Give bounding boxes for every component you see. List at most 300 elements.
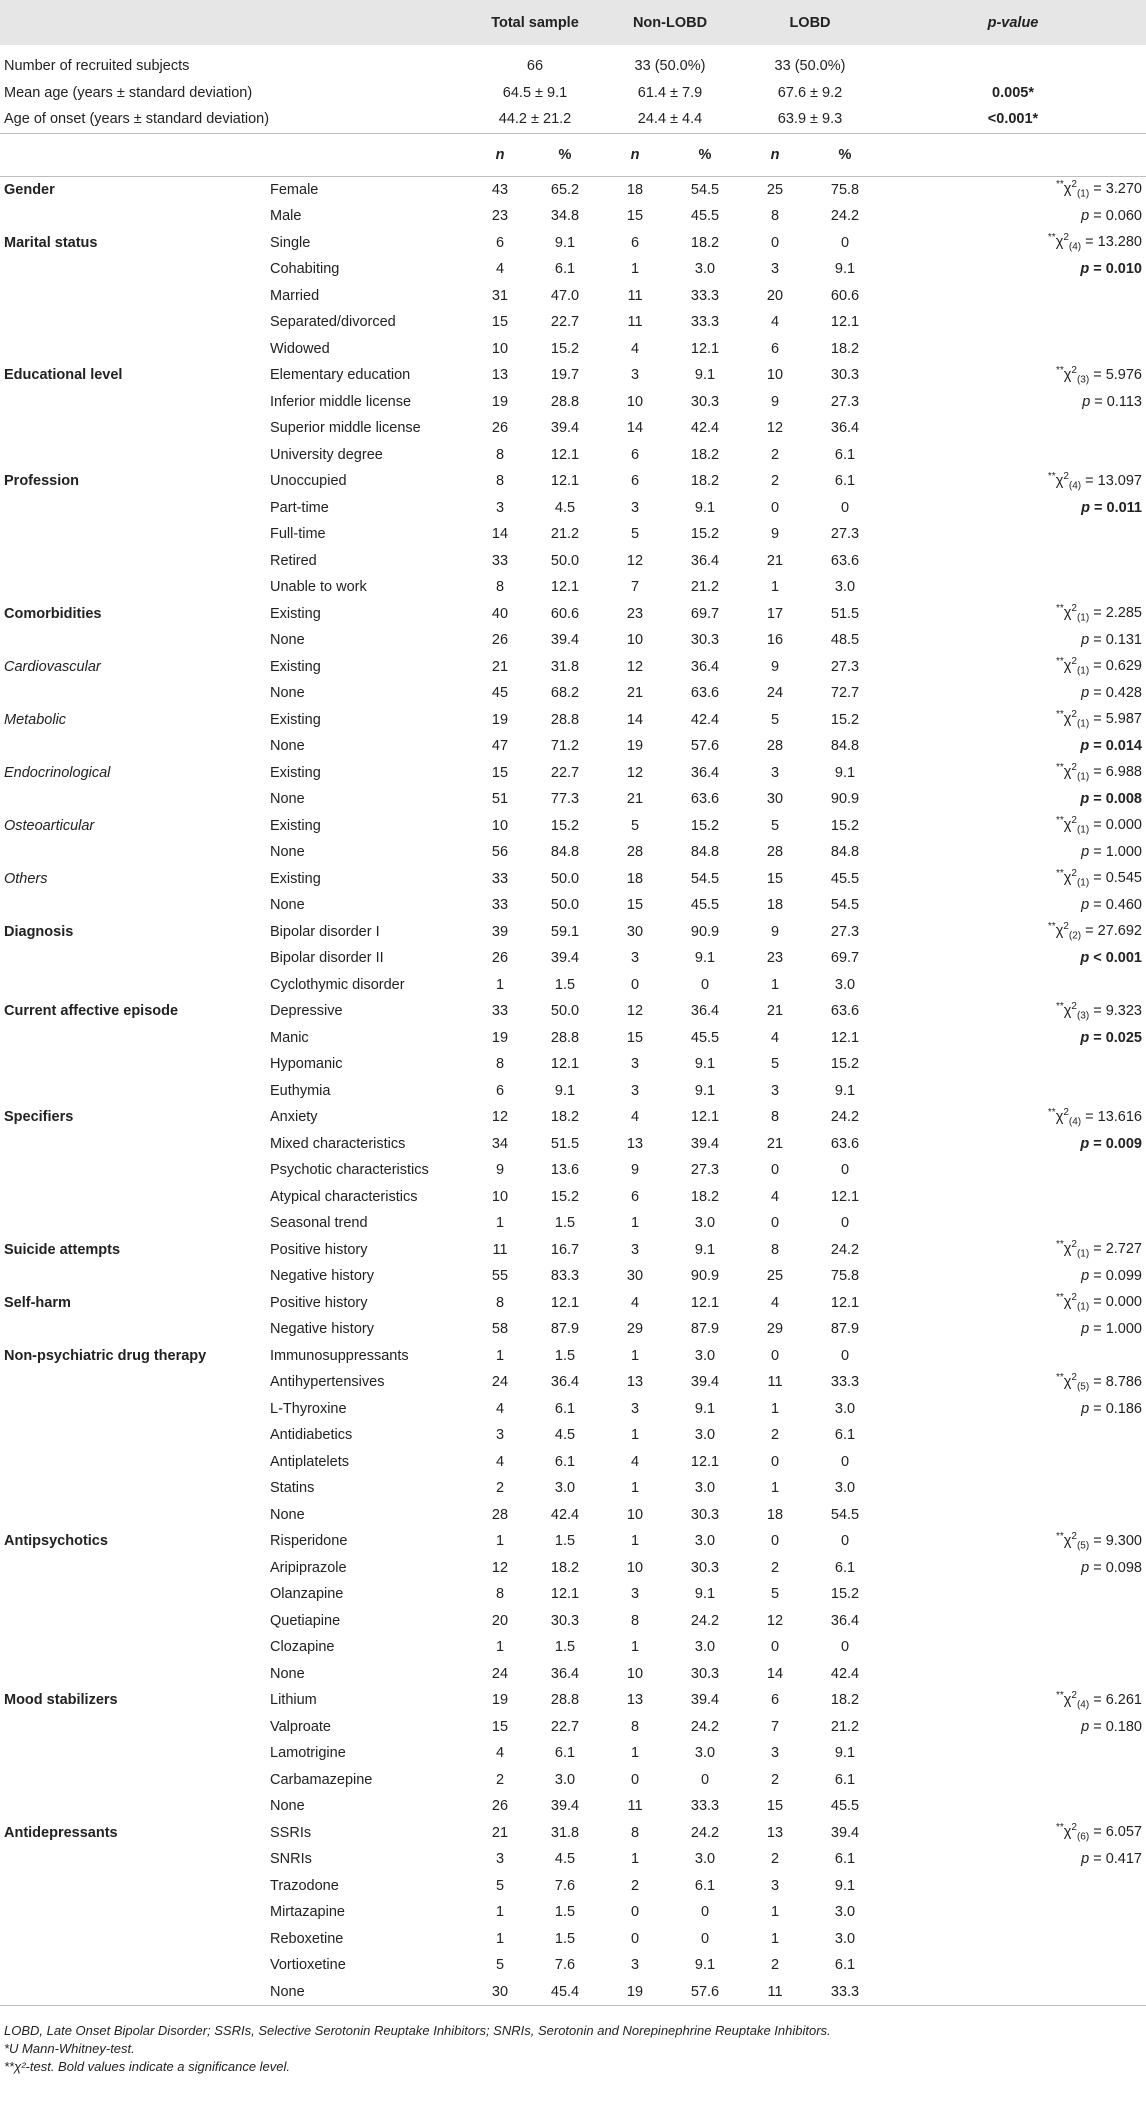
table-row (0, 256, 1146, 283)
cell-lobd-n: 1 (770, 1480, 780, 1497)
summary-lobd: 63.9 ± 9.3 (777, 111, 843, 128)
row-p-value (880, 415, 1146, 442)
cell-lobd-pct: 3.0 (834, 1400, 856, 1417)
row-p-value (880, 1343, 1146, 1370)
cell-non-lobd-n: 13 (626, 1692, 644, 1709)
cell-lobd-pct: 12.1 (830, 1294, 860, 1311)
row-category (0, 1396, 270, 1423)
row-p-value: $^{**}\chi^2_{(1)} = 0.545$ (1055, 868, 1142, 890)
cell-lobd-n: 2 (770, 1851, 780, 1868)
cell-non-lobd-pct: 63.6 (690, 685, 720, 702)
cell-non-lobd-pct: 18.2 (690, 473, 720, 490)
cell-lobd-pct: 33.3 (830, 1374, 860, 1391)
cell-lobd-n: 0 (770, 1215, 780, 1232)
cell-lobd-n: 18 (766, 1506, 784, 1523)
row-p-value: $^{**}\chi^2_{(1)} = 3.270$ (880, 176, 1146, 203)
cell-non-lobd-pct: 42.4 (690, 711, 720, 728)
cell-total-pct: 28.8 (550, 1692, 580, 1709)
row-p-value: p = 0.025 (1080, 1029, 1142, 1046)
cell-lobd-n: 5 (770, 1586, 780, 1603)
cell-total-n: 3 (495, 499, 505, 516)
table-row (0, 1157, 1146, 1184)
cell-total-pct: 18.2 (550, 1559, 580, 1576)
table-row (0, 230, 1146, 257)
row-p-value (880, 283, 1146, 310)
row-level: Cohabiting (270, 261, 340, 278)
cell-total-pct: 13.6 (550, 1162, 580, 1179)
row-level: Hypomanic (270, 1056, 343, 1073)
cell-lobd-pct: 0 (840, 234, 850, 251)
cell-non-lobd-pct: 3.0 (694, 1480, 716, 1497)
cell-total-pct: 50.0 (550, 1003, 580, 1020)
row-category: Comorbidities (4, 605, 102, 622)
row-category (0, 415, 270, 442)
cell-non-lobd-pct: 3.0 (694, 1427, 716, 1444)
row-category (0, 1661, 270, 1688)
cell-total-pct: 39.4 (550, 950, 580, 967)
row-p-value (880, 1078, 1146, 1105)
cell-lobd-pct: 51.5 (830, 605, 860, 622)
cell-non-lobd-n: 10 (626, 632, 644, 649)
cell-non-lobd-n: 19 (626, 738, 644, 755)
table-row (0, 1210, 1146, 1237)
table-row (0, 1608, 1146, 1635)
row-category (0, 442, 270, 469)
row-p-value: p = 0.417 (1081, 1851, 1142, 1868)
cell-lobd-n: 29 (766, 1321, 784, 1338)
cell-non-lobd-pct: 0 (700, 1930, 710, 1947)
cell-lobd-pct: 36.4 (830, 1612, 860, 1629)
row-level: Unable to work (270, 579, 367, 596)
cell-lobd-n: 28 (766, 844, 784, 861)
row-p-value (880, 1449, 1146, 1476)
cell-lobd-pct: 6.1 (834, 473, 856, 490)
row-level: Female (270, 176, 470, 203)
table-row (0, 1661, 1146, 1688)
cell-non-lobd-n: 3 (630, 1056, 640, 1073)
cell-total-n: 24 (491, 1374, 509, 1391)
table-row (0, 574, 1146, 601)
cell-non-lobd-pct: 3.0 (694, 1215, 716, 1232)
footnote-mann-whitney: *U Mann-Whitney-test. (4, 2041, 135, 2056)
cell-non-lobd-n: 13 (626, 1135, 644, 1152)
cell-non-lobd-pct: 15.2 (690, 817, 720, 834)
row-category (0, 256, 270, 283)
cell-total-n: 33 (491, 870, 509, 887)
row-category (0, 389, 270, 416)
table-row (0, 866, 1146, 893)
cell-non-lobd-n: 15 (626, 1029, 644, 1046)
cell-lobd-pct: 6.1 (834, 1427, 856, 1444)
cell-non-lobd-n: 7 (630, 579, 640, 596)
row-p-value: p = 0.098 (1081, 1559, 1142, 1576)
cell-total-n: 4 (495, 1453, 505, 1470)
cell-total-pct: 15.2 (550, 340, 580, 357)
row-p-value (880, 1899, 1146, 1926)
cell-total-n: 45 (491, 685, 509, 702)
cell-total-n: 15 (491, 314, 509, 331)
table-row (0, 176, 1146, 203)
row-p-value (880, 1634, 1146, 1661)
row-p-value: p = 0.060 (1081, 208, 1142, 225)
cell-lobd-pct: 27.3 (830, 923, 860, 940)
row-p-value (880, 1502, 1146, 1529)
cell-lobd-pct: 72.7 (830, 685, 860, 702)
row-level: Bipolar disorder II (270, 950, 384, 967)
row-p-value: $^{**}\chi^2_{(3)} = 5.976$ (1055, 364, 1142, 386)
cell-non-lobd-n: 3 (630, 1241, 640, 1258)
cell-total-pct: 21.2 (550, 526, 580, 543)
cell-non-lobd-pct: 18.2 (690, 446, 720, 463)
cell-non-lobd-pct: 24.2 (690, 1824, 720, 1841)
cell-lobd-pct: 3.0 (834, 1904, 856, 1921)
row-p-value (880, 1661, 1146, 1688)
cell-lobd-n: 10 (766, 367, 784, 384)
row-level: Antihypertensives (270, 1374, 385, 1391)
row-p-value (880, 1051, 1146, 1078)
cell-non-lobd-pct: 30.3 (690, 393, 720, 410)
cell-non-lobd-pct: 33.3 (690, 1798, 720, 1815)
table-row (0, 972, 1146, 999)
cell-total-n: 56 (491, 844, 509, 861)
row-p-value: $^{**}\chi^2_{(1)} = 0.629$ (1055, 656, 1142, 678)
cell-non-lobd-n: 14 (626, 711, 644, 728)
row-level: Aripiprazole (270, 1559, 347, 1576)
cell-total-pct: 84.8 (550, 844, 580, 861)
cell-total-n: 1 (495, 1639, 505, 1656)
table-row (0, 786, 1146, 813)
row-level: L-Thyroxine (270, 1400, 347, 1417)
table-row (0, 1899, 1146, 1926)
cell-total-n: 13 (491, 367, 509, 384)
cell-lobd-n: 3 (770, 764, 780, 781)
row-p-value (880, 1475, 1146, 1502)
row-category (0, 1581, 270, 1608)
data-section (0, 176, 1146, 2006)
cell-non-lobd-pct: 57.6 (670, 1979, 740, 2006)
cell-lobd-pct: 18.2 (830, 1692, 860, 1709)
cell-non-lobd-n: 0 (630, 1771, 640, 1788)
cell-lobd-pct: 0 (840, 499, 850, 516)
header-p-value: p-value (987, 14, 1039, 31)
cell-lobd-pct: 48.5 (830, 632, 860, 649)
row-category (0, 1793, 270, 1820)
cell-non-lobd-pct: 36.4 (690, 764, 720, 781)
cell-lobd-pct: 39.4 (830, 1824, 860, 1841)
cell-total-pct: 30.3 (550, 1612, 580, 1629)
cell-lobd-pct: 3.0 (834, 1930, 856, 1947)
row-p-value (880, 1157, 1146, 1184)
cell-non-lobd-pct: 3.0 (694, 261, 716, 278)
cell-non-lobd-n: 10 (626, 1559, 644, 1576)
cell-total-pct: 6.1 (554, 1745, 576, 1762)
cell-total-pct: 1.5 (554, 1930, 576, 1947)
row-p-value: $^{**}\chi^2_{(4)} = 6.261$ (1055, 1689, 1142, 1711)
row-level: None (270, 1979, 470, 2006)
cell-non-lobd-pct: 24.2 (690, 1612, 720, 1629)
table-row (0, 1528, 1146, 1555)
summary-non-lobd: 33 (50.0%) (634, 58, 706, 75)
cell-lobd-n: 18 (766, 897, 784, 914)
row-level: Full-time (270, 526, 326, 543)
cell-non-lobd-n: 12 (626, 552, 644, 569)
row-category (0, 1846, 270, 1873)
cell-total-pct: 83.3 (550, 1268, 580, 1285)
cell-lobd-pct: 87.9 (830, 1321, 860, 1338)
cell-total-pct: 9.1 (554, 234, 576, 251)
cell-lobd-n: 9 (770, 526, 780, 543)
row-p-value: $^{**}\chi^2_{(6)} = 6.057$ (1055, 1822, 1142, 1844)
cell-non-lobd-pct: 12.1 (690, 1453, 720, 1470)
table-row (0, 495, 1146, 522)
cell-non-lobd-n: 28 (626, 844, 644, 861)
row-level: Mirtazapine (270, 1904, 345, 1921)
subheader-pct: % (810, 133, 880, 176)
row-p-value (880, 521, 1146, 548)
cell-non-lobd-pct: 36.4 (690, 552, 720, 569)
cell-non-lobd-n: 0 (630, 1930, 640, 1947)
summary-total: 44.2 ± 21.2 (498, 111, 572, 128)
row-level: Lamotrigine (270, 1745, 346, 1762)
cell-lobd-n: 24 (766, 685, 784, 702)
cell-total-n: 6 (495, 1082, 505, 1099)
table-row (0, 1396, 1146, 1423)
cell-lobd-pct: 3.0 (834, 976, 856, 993)
row-p-value: $^{**}\chi^2_{(3)} = 9.323$ (1055, 1000, 1142, 1022)
cell-non-lobd-n: 8 (630, 1718, 640, 1735)
table-row (0, 1952, 1146, 1979)
cell-total-n: 8 (495, 1586, 505, 1603)
row-level: None (270, 1506, 305, 1523)
row-category (0, 733, 270, 760)
cell-total-pct: 18.2 (550, 1109, 580, 1126)
table-row (0, 1475, 1146, 1502)
cell-non-lobd-n: 1 (630, 1427, 640, 1444)
cell-lobd-n: 30 (766, 791, 784, 808)
cell-non-lobd-n: 10 (626, 1506, 644, 1523)
cell-non-lobd-n: 1 (630, 1215, 640, 1232)
cell-total-pct: 39.4 (550, 632, 580, 649)
cell-non-lobd-pct: 45.5 (690, 1029, 720, 1046)
cell-lobd-n: 8 (770, 208, 780, 225)
table-row (0, 1740, 1146, 1767)
row-level: Reboxetine (270, 1930, 344, 1947)
cell-lobd-pct: 15.2 (830, 1056, 860, 1073)
cell-lobd-pct: 90.9 (830, 791, 860, 808)
table-row (0, 1555, 1146, 1582)
row-level: Negative history (270, 1321, 374, 1338)
summary-non-lobd: 24.4 ± 4.4 (637, 111, 703, 128)
row-category (0, 945, 270, 972)
cell-total-pct: 12.1 (550, 1056, 580, 1073)
cell-total-pct: 4.5 (554, 1427, 576, 1444)
row-category (0, 309, 270, 336)
cell-total-n: 1 (495, 1347, 505, 1364)
cell-non-lobd-pct: 36.4 (690, 658, 720, 675)
row-p-value: p = 0.014 (1080, 738, 1142, 755)
cell-lobd-pct: 15.2 (830, 1586, 860, 1603)
cell-lobd-n: 21 (766, 1135, 784, 1152)
cell-total-n: 21 (491, 658, 509, 675)
cell-lobd-n: 0 (770, 1533, 780, 1550)
row-p-value (880, 1740, 1146, 1767)
cell-total-n: 8 (495, 473, 505, 490)
table-row (0, 733, 1146, 760)
cell-lobd-n: 16 (766, 632, 784, 649)
cell-lobd-pct: 24.2 (830, 1109, 860, 1126)
cell-non-lobd-pct: 87.9 (690, 1321, 720, 1338)
row-p-value: $^{**}\chi^2_{(5)} = 9.300$ (1055, 1530, 1142, 1552)
table-row (0, 1979, 1146, 2006)
cell-non-lobd-pct: 30.3 (690, 1506, 720, 1523)
cell-lobd-pct: 0 (840, 1453, 850, 1470)
row-category: Endocrinological (4, 764, 111, 781)
row-category (0, 574, 270, 601)
row-category: Antidepressants (4, 1824, 118, 1841)
cell-lobd-n: 21 (766, 1003, 784, 1020)
row-category (0, 1475, 270, 1502)
row-category (0, 1131, 270, 1158)
row-p-value: p = 0.180 (1081, 1718, 1142, 1735)
cell-lobd-n: 2 (770, 1771, 780, 1788)
cell-total-pct: 28.8 (550, 711, 580, 728)
cell-lobd-pct: 54.5 (830, 1506, 860, 1523)
cell-non-lobd-pct: 36.4 (690, 1003, 720, 1020)
table-row (0, 1184, 1146, 1211)
cell-lobd-n: 12 (766, 1612, 784, 1629)
cell-non-lobd-pct: 30.3 (690, 1559, 720, 1576)
cell-total-pct: 1.5 (554, 1639, 576, 1656)
summary-p-value: <0.001* (987, 111, 1039, 128)
row-p-value: p = 0.131 (1081, 632, 1142, 649)
row-p-value (880, 309, 1146, 336)
row-level: Elementary education (270, 367, 411, 384)
cell-non-lobd-pct: 45.5 (690, 897, 720, 914)
row-p-value (880, 1979, 1146, 2006)
cell-non-lobd-n: 30 (626, 923, 644, 940)
row-level: Male (270, 208, 302, 225)
summary-label: Age of onset (years ± standard deviation) (4, 111, 270, 128)
row-level: None (270, 632, 305, 649)
cell-non-lobd-pct: 42.4 (690, 420, 720, 437)
row-p-value: $^{**}\chi^2_{(1)} = 2.727$ (1055, 1239, 1142, 1261)
cell-total-n: 5 (495, 1877, 505, 1894)
row-p-value: $^{**}\chi^2_{(1)} = 5.987$ (1055, 709, 1142, 731)
cell-non-lobd-pct: 12.1 (690, 340, 720, 357)
table-row (0, 1714, 1146, 1741)
cell-total-n: 26 (491, 420, 509, 437)
cell-lobd-pct: 75.8 (830, 1268, 860, 1285)
row-p-value: p = 0.008 (1080, 791, 1142, 808)
row-level: Unoccupied (270, 473, 347, 490)
cell-non-lobd-pct: 39.4 (690, 1135, 720, 1152)
cell-non-lobd-pct: 69.7 (690, 605, 720, 622)
cell-non-lobd-pct: 27.3 (690, 1162, 720, 1179)
cell-non-lobd-n: 1 (630, 1851, 640, 1868)
row-level: None (270, 897, 305, 914)
cell-total-pct: 36.4 (550, 1665, 580, 1682)
row-category: Others (4, 870, 48, 887)
cell-lobd-n: 0 (770, 499, 780, 516)
cell-lobd-pct: 27.3 (830, 526, 860, 543)
cell-lobd-pct: 63.6 (830, 552, 860, 569)
cell-total-pct: 1.5 (554, 1215, 576, 1232)
cell-non-lobd-pct: 9.1 (694, 1082, 716, 1099)
table-row (0, 945, 1146, 972)
row-category (0, 1422, 270, 1449)
table-row (0, 654, 1146, 681)
cell-lobd-pct: 6.1 (834, 1851, 856, 1868)
table-row (0, 283, 1146, 310)
cell-non-lobd-n: 6 (630, 473, 640, 490)
cell-non-lobd-pct: 33.3 (690, 314, 720, 331)
cell-total-pct: 50.0 (550, 870, 580, 887)
cell-total-n: 8 (495, 579, 505, 596)
row-p-value (880, 1608, 1146, 1635)
row-level: Bipolar disorder I (270, 923, 380, 940)
row-level: Existing (270, 658, 321, 675)
row-level: Existing (270, 764, 321, 781)
cell-non-lobd-n: 15 (626, 897, 644, 914)
footnote-abbreviations: LOBD, Late Onset Bipolar Disorder; SSRIs, Selective Serotonin Reuptake Inhibitors; SNRIs, Serotonin and Norepinephrine Reuptake Inhibitors. (4, 2023, 831, 2038)
cell-total-pct: 39.4 (550, 1798, 580, 1815)
cell-lobd-n: 14 (766, 1665, 784, 1682)
cell-non-lobd-pct: 54.5 (690, 870, 720, 887)
cell-total-pct: 31.8 (550, 658, 580, 675)
cell-non-lobd-n: 6 (630, 446, 640, 463)
row-level: Negative history (270, 1268, 374, 1285)
row-category (0, 1740, 270, 1767)
cell-total-pct: 15.2 (550, 817, 580, 834)
cell-non-lobd-n: 18 (600, 176, 670, 203)
table-row (0, 1316, 1146, 1343)
row-level: Single (270, 234, 311, 251)
cell-non-lobd-n: 0 (630, 976, 640, 993)
cell-lobd-pct: 33.3 (810, 1979, 880, 2006)
row-p-value (880, 1210, 1146, 1237)
row-level: Olanzapine (270, 1586, 344, 1603)
cell-lobd-n: 4 (770, 1188, 780, 1205)
cell-lobd-n: 13 (766, 1824, 784, 1841)
cell-lobd-n: 1 (770, 579, 780, 596)
cell-total-n: 39 (491, 923, 509, 940)
cell-non-lobd-pct: 15.2 (690, 526, 720, 543)
cell-non-lobd-n: 11 (627, 1798, 643, 1815)
cell-total-n: 15 (491, 1718, 509, 1735)
cell-total-n: 21 (491, 1824, 509, 1841)
row-level: Married (270, 287, 320, 304)
cell-total-n: 19 (491, 1692, 509, 1709)
cell-total-n: 10 (491, 1188, 509, 1205)
cell-non-lobd-pct: 9.1 (694, 1957, 716, 1974)
cell-non-lobd-n: 10 (626, 1665, 644, 1682)
cell-lobd-n: 23 (766, 950, 784, 967)
table-row (0, 813, 1146, 840)
cell-total-n: 9 (495, 1162, 505, 1179)
cell-total-n: 19 (491, 393, 509, 410)
cell-non-lobd-n: 5 (630, 526, 640, 543)
row-category: Non-psychiatric drug therapy (4, 1347, 207, 1364)
cell-non-lobd-n: 30 (626, 1268, 644, 1285)
cell-non-lobd-pct: 0 (700, 1904, 710, 1921)
row-level: None (270, 844, 305, 861)
cell-lobd-n: 17 (766, 605, 784, 622)
cell-lobd-n: 2 (770, 1427, 780, 1444)
cell-lobd-pct: 63.6 (830, 1003, 860, 1020)
cell-lobd-n: 2 (770, 473, 780, 490)
cell-non-lobd-pct: 6.1 (694, 1877, 716, 1894)
cell-non-lobd-pct: 30.3 (690, 632, 720, 649)
